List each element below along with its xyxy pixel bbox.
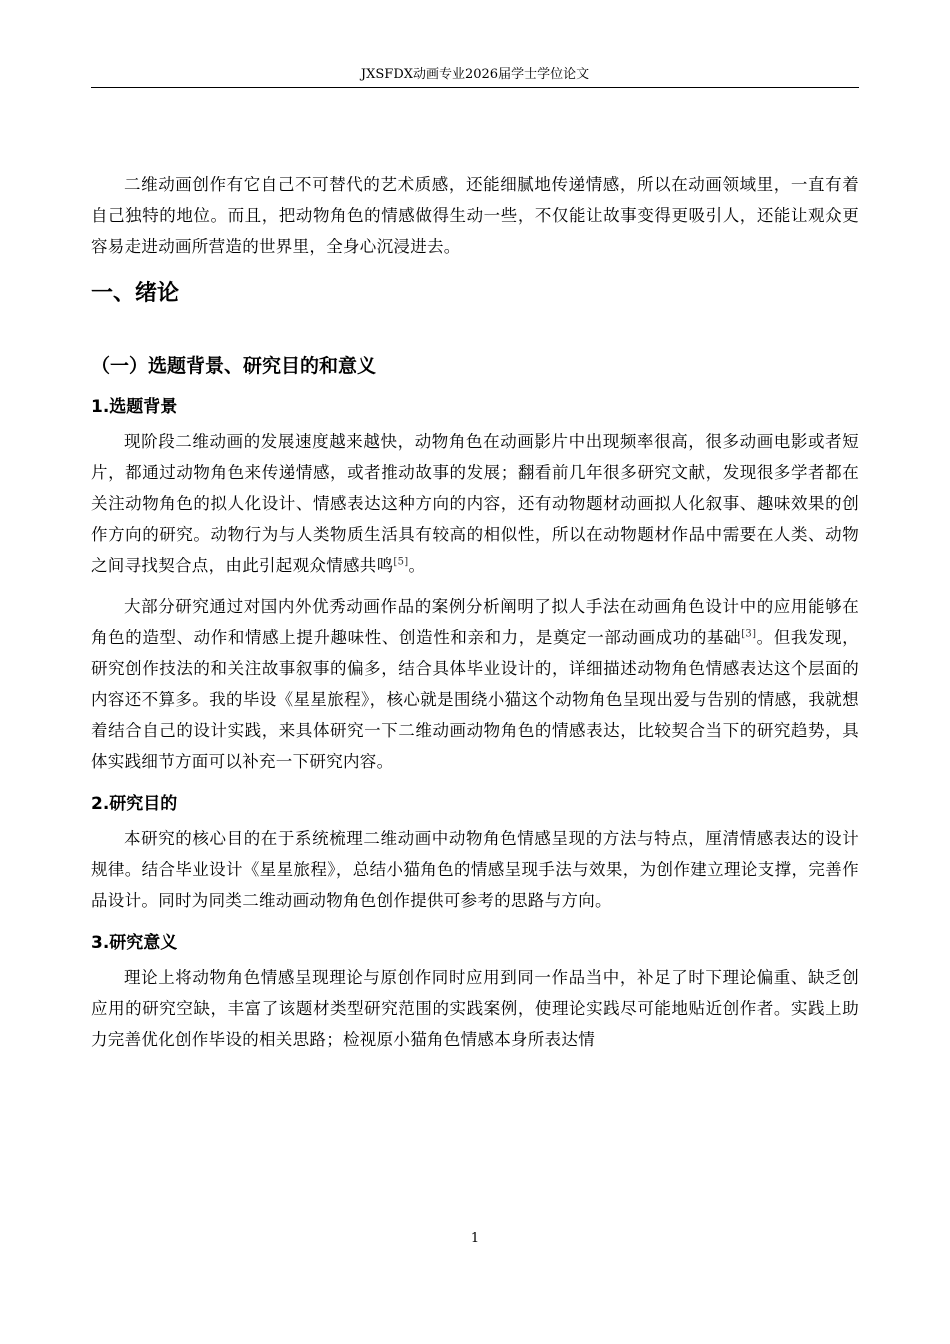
intro-paragraph: 二维动画创作有它自己不可替代的艺术质感，还能细腻地传递情感，所以在动画领域里，一直有着自己独特的地位。而且，把动物角色的情感做得生动一些，不仅能让故事变得更吸引人，还能让观众更容易走进动画所营造的世界里，全身心沉浸进去。 <box>91 175 859 256</box>
background-paragraph-1 <box>91 426 859 581</box>
citation-5: [5] <box>393 556 409 568</box>
page-body <box>91 169 859 1065</box>
purpose-paragraph: 本研究的核心目的在于系统梳理二维动画中动物角色情感呈现的方法与特点，厘清情感表达的设计规律。结合毕业设计《星星旅程》，总结小猫角色的情感呈现手法与效果，为创作建立理论支撑，完善作品设计。同时为同类二维动画动物角色创作提供可参考的思路与方向。 <box>91 829 859 910</box>
section-heading: （一）选题背景、研究目的和意义 <box>91 355 377 377</box>
background-paragraph-1-text: 现阶段二维动画的发展速度越来越快，动物角色在动画影片中出现频率很高，很多动画电影或者短片，都通过动物角色来传递情感，或者推动故事的发展；翻看前几年很多研究文献，发现很多学者都在关注动物角色的拟人化设计、情感表达这种方向的内容，还有动物题材动画拟人化叙事、趣味效果的创作方向的研究。动物行为与人类物质生活具有较高的相似性，所以在动物题材作品中需要在人类、动物之间寻找契合点，由此引起观众情感共鸣 <box>91 432 859 575</box>
running-header: JXSFDX动画专业2026届学士学位论文 <box>360 67 590 82</box>
page-number: 1 <box>470 1231 480 1246</box>
background-paragraph-1-end: 。 <box>408 556 426 575</box>
background-paragraph-2-text-a: 大部分研究通过对国内外优秀动画作品的案例分析阐明了拟人手法在动画角色设计中的应用能够在角色的造型、动作和情感上提升趣味性、创造性和亲和力，是奠定一部动画成功的基础 <box>91 597 859 647</box>
chapter-heading: 一、绪论 <box>91 281 180 306</box>
subsection-heading-purpose: 2.研究目的 <box>91 794 178 814</box>
citation-3: [3] <box>741 628 757 640</box>
background-paragraph-2 <box>91 591 859 777</box>
subsection-heading-significance: 3.研究意义 <box>91 933 178 953</box>
subsection-heading-background: 1.选题背景 <box>91 397 178 417</box>
header-rule <box>91 87 859 88</box>
background-paragraph-2-text-b: 。但我发现，研究创作技法的和关注故事叙事的偏多，结合具体毕业设计的，详细描述动物角色情感表达这个层面的内容还不算多。我的毕设《星星旅程》，核心就是围绕小猫这个动物角色呈现出爱与告别的情感，我就想着结合自己的设计实践，来具体研究一下二维动画动物角色的情感表达，比较契合当下的研究趋势，具体实践细节方面可以补充一下研究内容。 <box>91 628 859 771</box>
significance-paragraph: 理论上将动物角色情感呈现理论与原创作同时应用到同一作品当中，补足了时下理论偏重、缺乏创应用的研究空缺，丰富了该题材类型研究范围的实践案例，使理论实践尽可能地贴近创作者。实践上助力完善优化创作毕设的相关思路；检视原小猫角色情感本身所表达情 <box>91 968 859 1049</box>
